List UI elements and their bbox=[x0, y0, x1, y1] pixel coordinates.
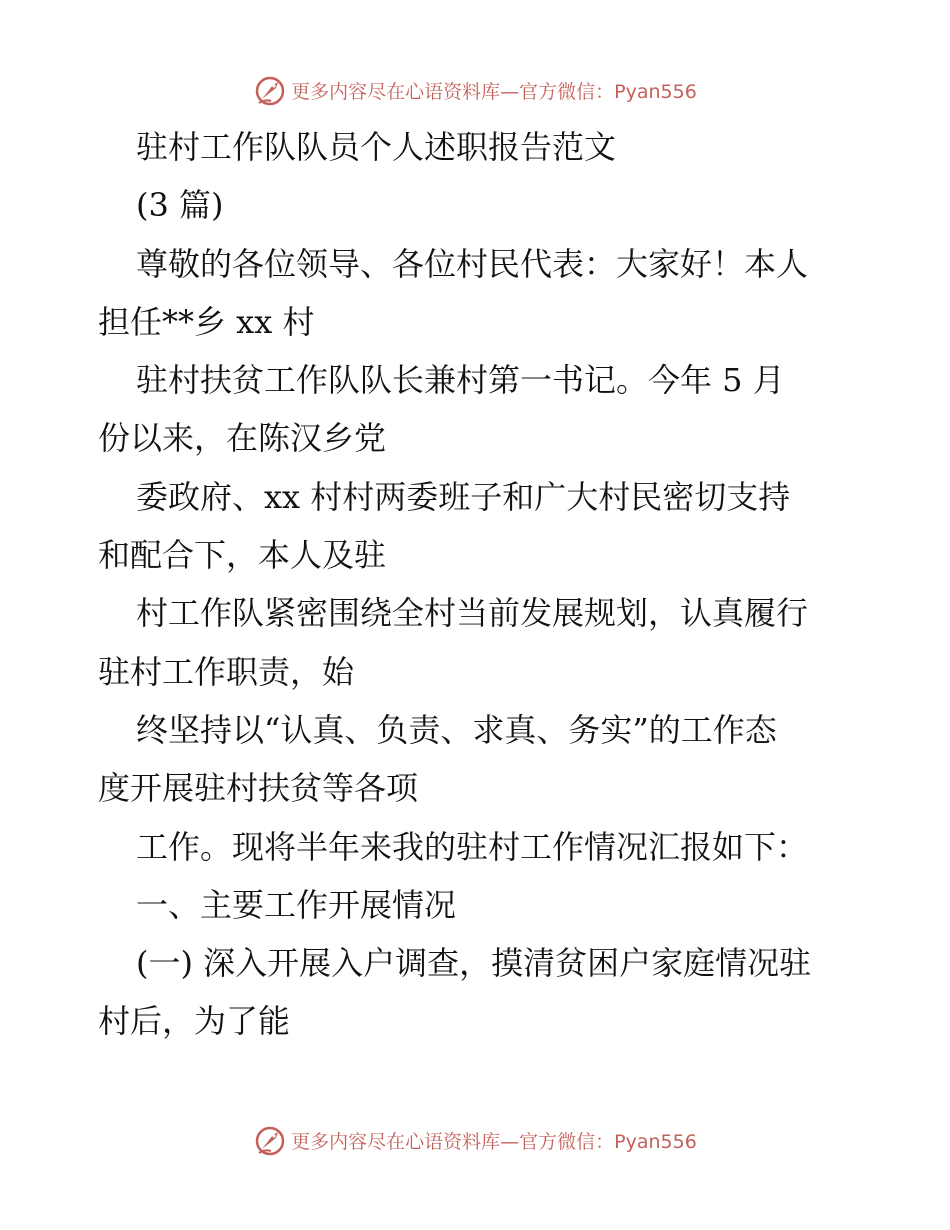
text-line: 村工作队紧密围绕全村当前发展规划，认真履行 bbox=[136, 594, 809, 633]
pen-nib-logo-icon bbox=[253, 73, 287, 107]
text-line: 驻村扶贫工作队队长兼村第一书记。今年 5 月 bbox=[136, 361, 785, 400]
text-line: 担任**乡 xx 村 bbox=[98, 302, 315, 341]
text-line: 份以来，在陈汉乡党 bbox=[98, 419, 387, 458]
footer-watermark-banner bbox=[0, 1120, 950, 1160]
text-line: 和配合下，本人及驻 bbox=[98, 536, 387, 575]
text-line: (一) 深入开展入户调查，摸清贫困户家庭情况驻 bbox=[136, 944, 812, 983]
header-watermark-banner bbox=[0, 70, 950, 110]
text-line: 村后，为了能 bbox=[98, 1002, 291, 1041]
document-body bbox=[98, 118, 858, 1051]
text-line: 一、主要工作开展情况 bbox=[136, 885, 457, 924]
text-line: 度开展驻村扶贫等各项 bbox=[98, 769, 419, 808]
text-line: 工作。现将半年来我的驻村工作情况汇报如下： bbox=[136, 827, 809, 866]
text-line: 驻村工作队队员个人述职报告范文 bbox=[136, 128, 617, 166]
text-line: 尊敬的各位领导、各位村民代表：大家好！本人 bbox=[136, 244, 809, 283]
text-line: 委政府、xx 村村两委班子和广大村民密切支持 bbox=[136, 477, 791, 516]
text-line: (3 篇) bbox=[136, 186, 224, 225]
watermark-text: 更多内容尽在心语资料库—官方微信：Pyan556 bbox=[291, 1130, 697, 1153]
pen-nib-logo-icon bbox=[253, 1123, 287, 1157]
text-line: 终坚持以“认真、负责、求真、务实”的工作态 bbox=[136, 710, 777, 749]
watermark-text: 更多内容尽在心语资料库—官方微信：Pyan556 bbox=[291, 80, 697, 103]
text-line: 驻村工作职责，始 bbox=[98, 652, 355, 691]
